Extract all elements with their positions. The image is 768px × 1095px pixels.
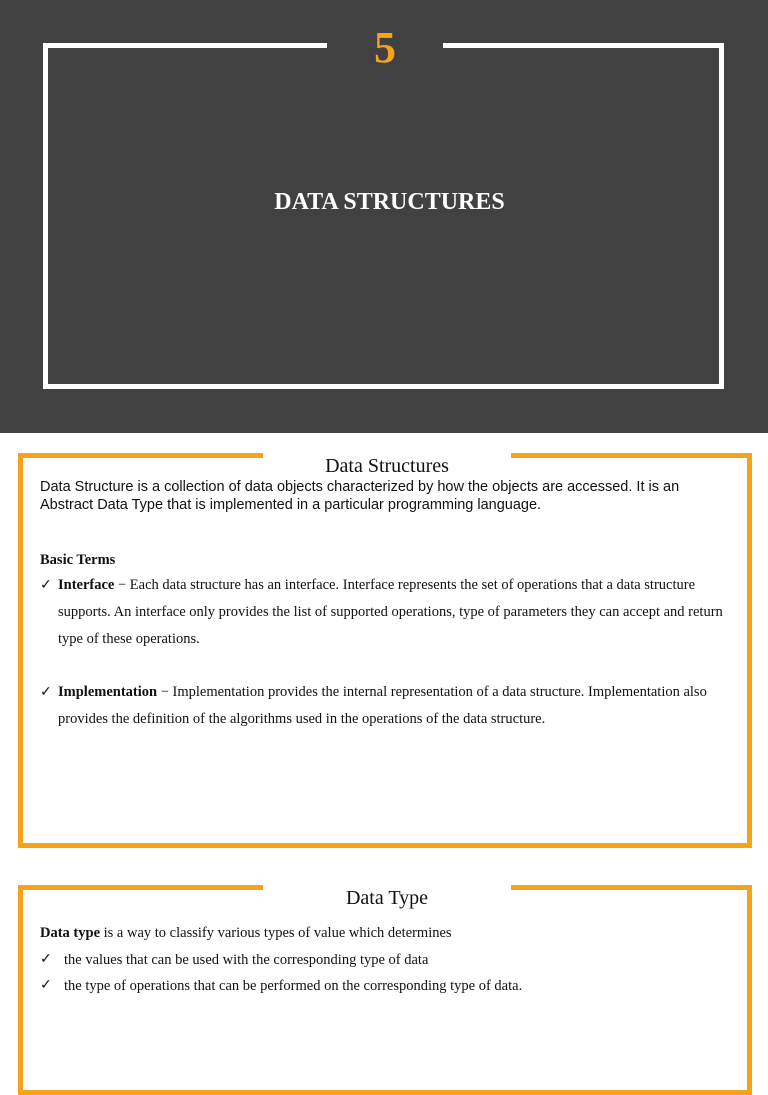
term-description: − Each data structure has an interface. Interface represents the set of operations that a data structure supports. An interface only provides the list of supported operations, type of parameters they can accept and return type of these operations. (58, 577, 723, 647)
check-icon: ✓ (40, 952, 52, 967)
term-label: Implementation (58, 684, 158, 700)
title-slide (0, 0, 768, 433)
check-icon: ✓ (40, 578, 52, 593)
intro-paragraph: Data Structure is a collection of data objects characterized by how the objects are accessed. It is an Abstract Data Type that is implemented in a particular programming language. (40, 479, 680, 513)
list-item-text: the type of operations that can be performed on the corresponding type of data. (64, 978, 523, 994)
term-description: is a way to classify various types of value which determines (100, 925, 452, 941)
term-label: Interface (58, 577, 115, 593)
list-item (40, 572, 730, 653)
panel-title: Data Type (345, 887, 429, 909)
list-item (40, 951, 730, 969)
data-type-definition (40, 924, 730, 942)
data-structures-panel (18, 453, 752, 848)
data-type-panel (18, 885, 752, 1095)
term-description: − Implementation provides the internal representation of a data structure. Implementation also provides the definition of the algorithms used in the operations of the data structure. (58, 684, 707, 727)
term-label: Data type (40, 925, 101, 941)
slide-title: DATA STRUCTURES (274, 189, 505, 215)
section-label: Basic Terms (40, 552, 116, 568)
chapter-number: 5 (374, 23, 396, 72)
list-item (40, 977, 730, 995)
panel-title: Data Structures (325, 455, 449, 477)
list-item-text (58, 679, 730, 733)
check-icon: ✓ (40, 685, 52, 700)
check-icon: ✓ (40, 978, 52, 993)
list-item (40, 679, 730, 733)
list-item-text: the values that can be used with the corresponding type of data (64, 952, 429, 968)
list-item-text (58, 572, 730, 653)
